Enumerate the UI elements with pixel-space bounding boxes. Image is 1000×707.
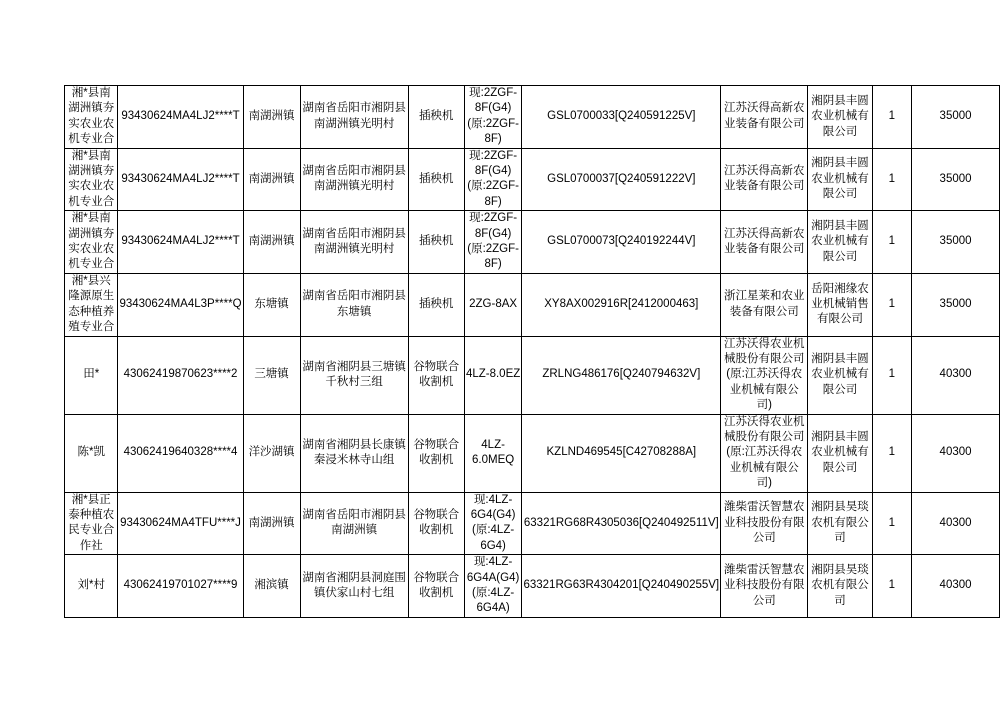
applicant-name-cell: 湘*县南湖洲镇夯实农业农机专业合 <box>65 86 118 149</box>
quantity-cell: 1 <box>872 86 911 149</box>
quantity-cell: 1 <box>872 492 911 555</box>
manufacturer-cell: 江苏沃得农业机械股份有限公司(原:江苏沃得农业机械有限公司) <box>721 414 808 492</box>
table-row <box>65 492 1000 555</box>
town-cell: 湘滨镇 <box>243 555 300 618</box>
serial-number-cell: 63321RG63R4304201[Q240490255V] <box>522 555 721 618</box>
machine-category-cell: 插秧机 <box>408 211 464 274</box>
dealer-cell: 湘阴县昊琰农机有限公司 <box>808 555 872 618</box>
town-cell: 三塘镇 <box>243 336 300 414</box>
serial-number-cell: GSL0700037[Q240591222V] <box>522 148 721 211</box>
dealer-cell: 湘阴县丰圆农业机械有限公司 <box>808 414 872 492</box>
dealer-cell: 湘阴县丰圆农业机械有限公司 <box>808 336 872 414</box>
manufacturer-cell: 浙江星莱和农业装备有限公司 <box>721 273 808 336</box>
table-row <box>65 414 1000 492</box>
id-number-cell: 93430624MA4L3P****Q <box>118 273 243 336</box>
model-cell: 现:4LZ-6G4(G4)(原:4LZ-6G4) <box>464 492 522 555</box>
machine-category-cell: 谷物联合收割机 <box>408 336 464 414</box>
machine-category-cell: 插秧机 <box>408 86 464 149</box>
machine-category-cell: 谷物联合收割机 <box>408 492 464 555</box>
applicant-name-cell: 湘*县南湖洲镇夯实农业农机专业合 <box>65 211 118 274</box>
dealer-cell: 湘阴县丰圆农业机械有限公司 <box>808 86 872 149</box>
address-cell: 湖南省湘阴县长康镇秦浸米林寺山组 <box>300 414 408 492</box>
amount-cell: 40300 <box>912 492 1000 555</box>
id-number-cell: 43062419870623****2 <box>118 336 243 414</box>
model-cell: 4LZ-8.0EZ <box>464 336 522 414</box>
amount-cell: 40300 <box>912 414 1000 492</box>
address-cell: 湖南省岳阳市湘阴县南湖洲镇光明村 <box>300 86 408 149</box>
address-cell: 湖南省岳阳市湘阴县南湖洲镇光明村 <box>300 148 408 211</box>
amount-cell: 35000 <box>912 86 1000 149</box>
town-cell: 洋沙湖镇 <box>243 414 300 492</box>
applicant-name-cell: 湘*县南湖洲镇夯实农业农机专业合 <box>65 148 118 211</box>
model-cell: 2ZG-8AX <box>464 273 522 336</box>
serial-number-cell: 63321RG68R4305036[Q240492511V] <box>522 492 721 555</box>
applicant-name-cell: 田* <box>65 336 118 414</box>
id-number-cell: 43062419701027****9 <box>118 555 243 618</box>
manufacturer-cell: 江苏沃得高新农业装备有限公司 <box>721 211 808 274</box>
machine-category-cell: 插秧机 <box>408 148 464 211</box>
model-cell: 现:2ZGF-8F(G4)(原:2ZGF-8F) <box>464 148 522 211</box>
table-body <box>65 86 1000 618</box>
dealer-cell: 岳阳湘缘农业机械销售有限公司 <box>808 273 872 336</box>
applicant-name-cell: 刘*村 <box>65 555 118 618</box>
town-cell: 东塘镇 <box>243 273 300 336</box>
amount-cell: 35000 <box>912 148 1000 211</box>
machine-category-cell: 谷物联合收割机 <box>408 414 464 492</box>
serial-number-cell: GSL0700073[Q240192244V] <box>522 211 721 274</box>
address-cell: 湖南省湘阴县洞庭围镇伏家山村七组 <box>300 555 408 618</box>
manufacturer-cell: 江苏沃得高新农业装备有限公司 <box>721 86 808 149</box>
quantity-cell: 1 <box>872 148 911 211</box>
id-number-cell: 93430624MA4LJ2****T <box>118 86 243 149</box>
id-number-cell: 43062419640328****4 <box>118 414 243 492</box>
serial-number-cell: ZRLNG486176[Q240794632V] <box>522 336 721 414</box>
subsidy-table <box>64 85 1000 618</box>
table-row <box>65 86 1000 149</box>
table-row <box>65 336 1000 414</box>
model-cell: 现:2ZGF-8F(G4)(原:2ZGF-8F) <box>464 211 522 274</box>
serial-number-cell: XY8AX002916R[2412000463] <box>522 273 721 336</box>
model-cell: 现:2ZGF-8F(G4)(原:2ZGF-8F) <box>464 86 522 149</box>
id-number-cell: 93430624MA4LJ2****T <box>118 211 243 274</box>
address-cell: 湖南省岳阳市湘阴县东塘镇 <box>300 273 408 336</box>
serial-number-cell: GSL0700033[Q240591225V] <box>522 86 721 149</box>
address-cell: 湖南省岳阳市湘阴县南湖洲镇 <box>300 492 408 555</box>
model-cell: 4LZ-6.0MEQ <box>464 414 522 492</box>
amount-cell: 40300 <box>912 336 1000 414</box>
quantity-cell: 1 <box>872 211 911 274</box>
town-cell: 南湖洲镇 <box>243 211 300 274</box>
id-number-cell: 93430624MA4LJ2****T <box>118 148 243 211</box>
applicant-name-cell: 湘*县正泰种植农民专业合作社 <box>65 492 118 555</box>
machine-category-cell: 谷物联合收割机 <box>408 555 464 618</box>
manufacturer-cell: 潍柴雷沃智慧农业科技股份有限公司 <box>721 555 808 618</box>
address-cell: 湖南省湘阴县三塘镇千秋村三组 <box>300 336 408 414</box>
table-row <box>65 273 1000 336</box>
amount-cell: 35000 <box>912 211 1000 274</box>
dealer-cell: 湘阴县昊琰农机有限公司 <box>808 492 872 555</box>
quantity-cell: 1 <box>872 273 911 336</box>
town-cell: 南湖洲镇 <box>243 492 300 555</box>
table-row <box>65 211 1000 274</box>
applicant-name-cell: 陈*凯 <box>65 414 118 492</box>
machine-category-cell: 插秧机 <box>408 273 464 336</box>
applicant-name-cell: 湘*县兴隆源原生态种植养殖专业合 <box>65 273 118 336</box>
model-cell: 现:4LZ-6G4A(G4)(原:4LZ-6G4A) <box>464 555 522 618</box>
manufacturer-cell: 潍柴雷沃智慧农业科技股份有限公司 <box>721 492 808 555</box>
quantity-cell: 1 <box>872 414 911 492</box>
manufacturer-cell: 江苏沃得农业机械股份有限公司(原:江苏沃得农业机械有限公司) <box>721 336 808 414</box>
town-cell: 南湖洲镇 <box>243 86 300 149</box>
id-number-cell: 93430624MA4TFU****J <box>118 492 243 555</box>
dealer-cell: 湘阴县丰圆农业机械有限公司 <box>808 148 872 211</box>
quantity-cell: 1 <box>872 336 911 414</box>
amount-cell: 40300 <box>912 555 1000 618</box>
table-row <box>65 555 1000 618</box>
quantity-cell: 1 <box>872 555 911 618</box>
dealer-cell: 湘阴县丰圆农业机械有限公司 <box>808 211 872 274</box>
town-cell: 南湖洲镇 <box>243 148 300 211</box>
manufacturer-cell: 江苏沃得高新农业装备有限公司 <box>721 148 808 211</box>
serial-number-cell: KZLND469545[C42708288A] <box>522 414 721 492</box>
table-row <box>65 148 1000 211</box>
address-cell: 湖南省岳阳市湘阴县南湖洲镇光明村 <box>300 211 408 274</box>
amount-cell: 35000 <box>912 273 1000 336</box>
